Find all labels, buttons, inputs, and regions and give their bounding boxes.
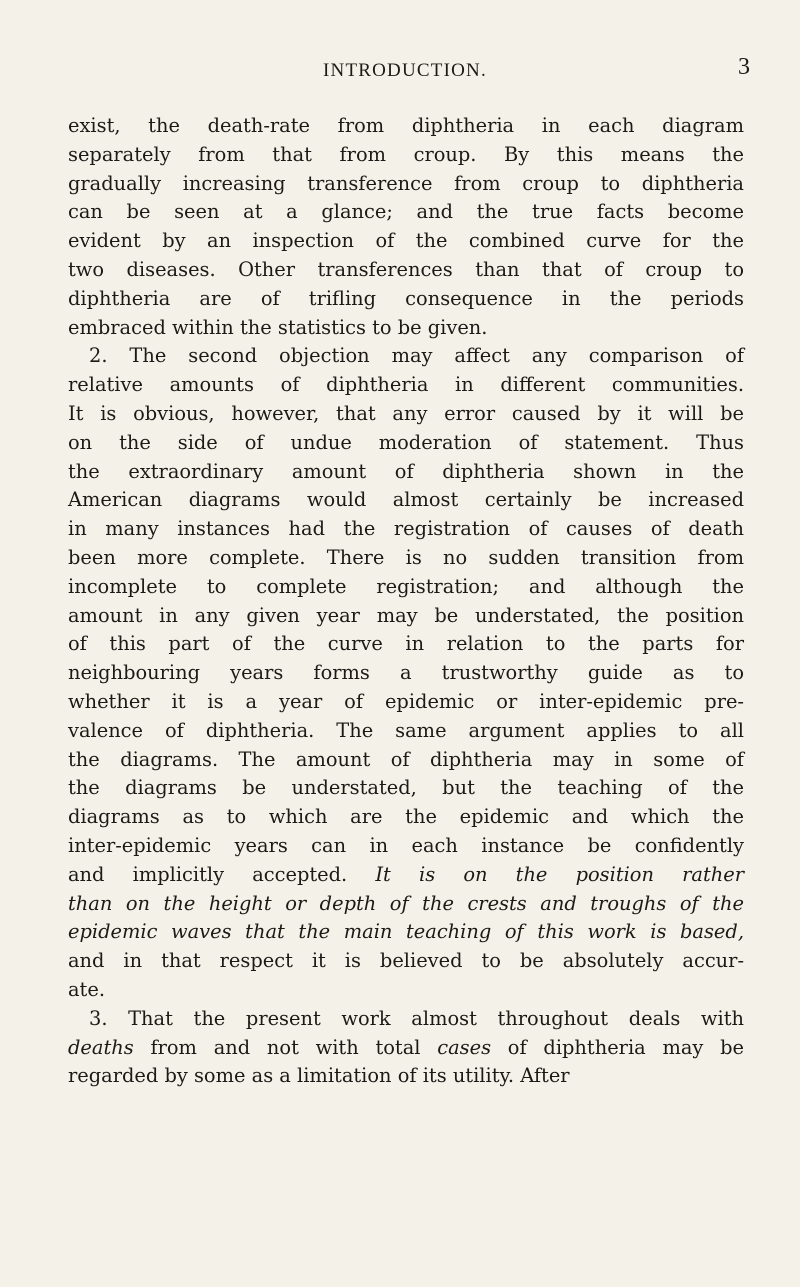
text-segment: inter-epidemic years can in each instance be confidently — [68, 833, 744, 857]
text-segment: embraced within the statistics to be given. — [68, 315, 488, 339]
text-line — [68, 227, 744, 256]
text-line — [68, 170, 744, 199]
text-segment: 2. The second objection may affect any comparison of — [89, 344, 744, 368]
text-line — [68, 774, 744, 803]
text-segment: American diagrams would almost certainly be increased — [68, 488, 744, 512]
text-line — [68, 602, 744, 631]
text-line — [68, 256, 744, 285]
text-line — [68, 112, 744, 141]
text-line — [68, 342, 744, 371]
text-segment: 3. That the present work almost throughout deals with — [89, 1006, 744, 1030]
text-segment: and in that respect it is believed to be absolutely accur- — [68, 949, 744, 973]
text-segment: the extraordinary amount of diphtheria shown in the — [68, 459, 744, 483]
text-segment: amount in any given year may be understated, the position — [68, 603, 744, 627]
text-segment: can be seen at a glance; and the true facts become — [68, 200, 744, 224]
text-segment: exist, the death-rate from diphtheria in each diagram — [68, 114, 744, 137]
text-line — [68, 1062, 744, 1091]
text-line — [68, 918, 744, 947]
text-line — [68, 630, 744, 659]
text-line — [68, 832, 744, 861]
text-line — [68, 573, 744, 602]
text-line — [68, 803, 744, 832]
text-segment: the diagrams. The amount of diphtheria may in some of — [68, 747, 744, 771]
text-line — [68, 198, 744, 227]
text-segment: two diseases. Other transferences than that of croup to — [68, 257, 744, 281]
text-segment: been more complete. There is no sudden transition from — [68, 545, 744, 569]
text-segment: of this part of the curve in relation to the parts for — [68, 632, 744, 656]
text-segment: in many instances had the registration of causes of death — [68, 517, 744, 541]
text-line — [68, 371, 744, 400]
body-text — [68, 112, 744, 1091]
text-segment: diphtheria are of trifling consequence in the periods — [68, 286, 744, 310]
text-line — [68, 458, 744, 487]
text-segment: whether it is a year of epidemic or inter-epidemic pre- — [68, 689, 744, 713]
text-segment: It is obvious, however, that any error caused by it will be — [68, 401, 744, 425]
text-line — [68, 141, 744, 170]
text-segment: incomplete to complete registration; and although the — [68, 574, 744, 598]
italic-text: epidemic waves that the main teaching of this work is based, — [68, 920, 744, 944]
text-line — [68, 746, 744, 775]
text-segment: ate. — [68, 977, 105, 1001]
text-line — [68, 429, 744, 458]
text-line — [68, 947, 744, 976]
text-segment: gradually increasing transference from croup to diphtheria — [68, 171, 744, 195]
text-line — [68, 976, 744, 1005]
text-line — [68, 1034, 744, 1063]
text-line — [68, 890, 744, 919]
text-line — [68, 717, 744, 746]
text-line — [68, 486, 744, 515]
text-segment: from and not with total — [133, 1035, 438, 1059]
italic-text: deaths — [68, 1035, 134, 1059]
italic-text: than on the height or depth of the crests and troughs of the — [68, 891, 744, 915]
italic-text: cases — [437, 1035, 492, 1059]
text-line — [68, 314, 744, 343]
text-line — [68, 659, 744, 688]
text-line — [68, 400, 744, 429]
text-line — [68, 515, 744, 544]
text-line — [68, 285, 744, 314]
text-line — [68, 688, 744, 717]
page-number: 3 — [738, 54, 750, 80]
text-segment: regarded by some as a limitation of its utility. After — [68, 1064, 570, 1088]
text-segment: neighbouring years forms a trustworthy guide as to — [68, 661, 744, 685]
italic-text: It is on the position rather — [375, 862, 744, 886]
text-segment: of diphtheria may be — [491, 1035, 744, 1059]
text-segment: on the side of undue moderation of statement. Thus — [68, 430, 744, 454]
text-segment: and implicitly accepted. — [68, 862, 376, 886]
text-segment: separately from that from croup. By this means the — [68, 142, 744, 166]
text-line — [68, 544, 744, 573]
text-line — [68, 1005, 744, 1034]
text-segment: the diagrams be understated, but the teaching of the — [68, 776, 744, 800]
text-line — [68, 861, 744, 890]
text-segment: evident by an inspection of the combined curve for the — [68, 229, 744, 253]
running-head: INTRODUCTION. — [323, 60, 487, 81]
text-segment: valence of diphtheria. The same argument applies to all — [68, 718, 744, 742]
text-segment: relative amounts of diphtheria in different communities. — [68, 373, 744, 397]
text-segment: diagrams as to which are the epidemic and which the — [68, 805, 744, 829]
